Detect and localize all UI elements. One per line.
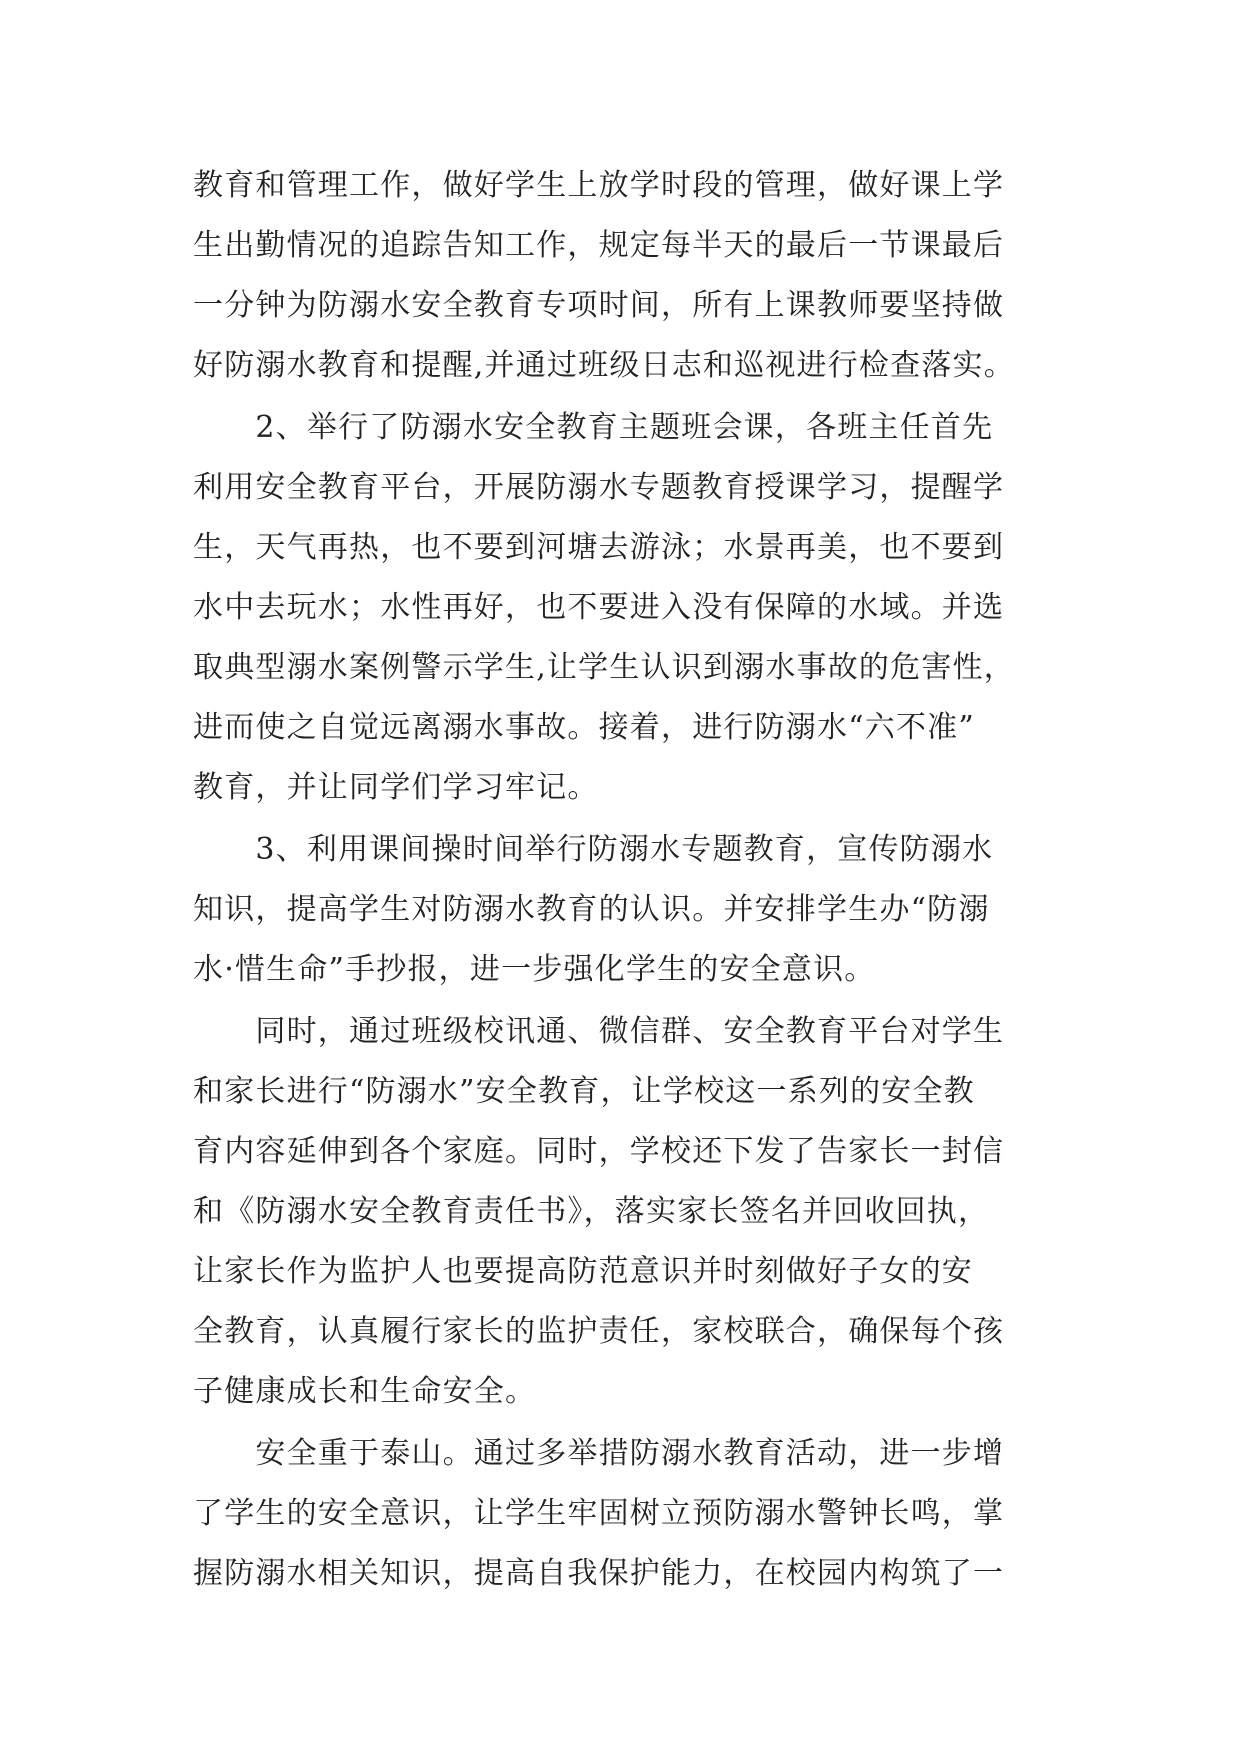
text-line: 一分钟为防溺水安全教育专项时间，所有上课教师要坚持做 [193,288,1005,323]
text-line: 生出勤情况的追踪告知工作，规定每半天的最后一节课最后 [193,228,1005,263]
text-line: 进而使之自觉远离溺水事故。接着，进行防溺水“六不准” [193,710,975,745]
text-line: 子健康成长和生命安全。 [193,1374,537,1409]
text-line: 好防溺水教育和提醒,并通过班级日志和巡视进行检查落实。 [193,348,1015,383]
text-line: 生，天气再热，也不要到河塘去游泳；水景再美，也不要到 [193,530,1005,565]
paragraph-start-line: 安全重于泰山。通过多举措防溺水教育活动，进一步增 [193,1436,1005,1471]
text-line: 利用安全教育平台，开展防溺水专题教育授课学习，提醒学 [193,470,1005,505]
text-line: 取典型溺水案例警示学生,让学生认识到溺水事故的危害性， [193,650,1015,685]
paragraph-start-line: 2、举行了防溺水安全教育主题班会课，各班主任首先 [193,410,994,445]
text-line: 育内容延伸到各个家庭。同时，学校还下发了告家长一封信 [193,1134,1005,1169]
paragraph-start-line: 同时，通过班级校讯通、微信群、安全教育平台对学生 [193,1014,1005,1049]
text-line: 和家长进行“防溺水”安全教育，让学校这一系列的安全教 [193,1074,975,1109]
text-line: 水中去玩水；水性再好，也不要进入没有保障的水域。并选 [193,590,1005,625]
text-line: 教育，并让同学们学习牢记。 [193,770,599,805]
paragraph-start-line: 3、利用课间操时间举行防溺水专题教育，宣传防溺水 [193,832,994,867]
text-line: 水·惜生命”手抄报，进一步强化学生的安全意识。 [193,952,876,987]
body-text [193,156,1053,1604]
text-line: 让家长作为监护人也要提高防范意识并时刻做好子女的安 [193,1254,973,1289]
text-line: 教育和管理工作，做好学生上放学时段的管理，做好课上学 [193,168,1005,203]
text-line: 和《防溺水安全教育责任书》，落实家长签名并回收回执， [193,1194,990,1229]
text-line: 知识，提高学生对防溺水教育的认识。并安排学生办“防溺 [193,892,990,927]
text-line: 了学生的安全意识，让学生牢固树立预防溺水警钟长鸣，掌 [193,1496,1005,1531]
text-line: 握防溺水相关知识，提高自我保护能力，在校园内构筑了一 [193,1556,1005,1591]
text-line: 全教育，认真履行家长的监护责任，家校联合，确保每个孩 [193,1314,1005,1349]
